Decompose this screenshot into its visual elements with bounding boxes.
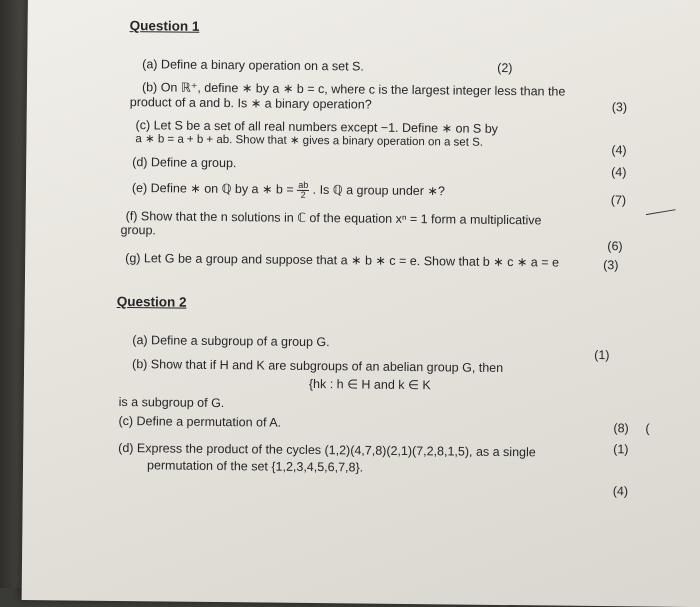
- q1e-fraction: [297, 181, 309, 200]
- q1a-marks: (2): [497, 60, 513, 76]
- q1a-text: (a) Define a binary operation on a set S.: [142, 57, 364, 74]
- q1c-line1: (c) Let S be a set of all real numbers except −1. Define ∗ on S by: [135, 118, 499, 136]
- question-2-heading: Question 2: [116, 293, 187, 310]
- q2d-marks-2: (4): [612, 484, 629, 499]
- q2d-line2: permutation of the set {1,2,3,4,5,6,7,8}.: [146, 458, 364, 475]
- q2c-marks: (8): [613, 421, 629, 436]
- q2d-line1: (d) Express the product of the cycles (1,2)(4,7,8)(2,1)(7,2,8,1,5), as a single: [118, 440, 536, 460]
- margin-mark: (: [645, 421, 650, 436]
- q2b-set: {hk : h ∈ H and k ∈ K: [308, 376, 431, 393]
- q1f-line2: group.: [120, 222, 157, 238]
- pen-tick-mark: [646, 209, 676, 215]
- q1e-frac-numerator: ab: [298, 179, 309, 190]
- q2d-marks: (1): [613, 442, 629, 457]
- q1c-line2: a ∗ b = a + b + ab. Show that ∗ gives a binary operation on a set S.: [135, 133, 484, 149]
- question-1-heading: Question 1: [129, 18, 200, 34]
- q1b-marks: (3): [611, 100, 628, 115]
- q1f-line1: (f) Show that the n solutions in ℂ of the equation xⁿ = 1 form a multiplicative: [125, 209, 542, 228]
- q2b-line3: is a subgroup of G.: [118, 394, 225, 411]
- q1g-text: (g) Let G be a group and suppose that a ∗ b ∗ c = e. Show that b ∗ c ∗ a = e: [125, 251, 560, 270]
- q1f-marks: (6): [607, 239, 623, 254]
- q1e-text: [132, 179, 445, 201]
- q1d-marks: (4): [611, 165, 627, 180]
- q1e-frac-denominator: 2: [300, 189, 306, 200]
- exam-paper: [22, 0, 700, 607]
- q1b-line2: product of a and b. Is ∗ a binary operation?: [129, 95, 372, 112]
- q1g-marks: (3): [603, 258, 619, 273]
- q1e-after: . Is ℚ a group under ∗?: [312, 182, 445, 199]
- q1b-line1: (b) On ℝ⁺, define ∗ by a ∗ b = c, where c is the largest integer less than the: [141, 80, 566, 99]
- q1d-text: (d) Define a group.: [132, 155, 237, 171]
- q1c-marks: (4): [611, 143, 627, 158]
- q1e-marks: (7): [610, 193, 627, 208]
- q2c-text: (c) Define a permutation of A.: [118, 413, 282, 430]
- q1e-before: (e) Define ∗ on ℚ by a ∗ b =: [131, 180, 294, 197]
- q2a-marks: (1): [594, 347, 610, 363]
- q2a-text: (a) Define a subgroup of a group G.: [132, 333, 330, 350]
- q2b-line1: (b) Show that if H and K are subgroups of an abelian group G, then: [132, 357, 504, 375]
